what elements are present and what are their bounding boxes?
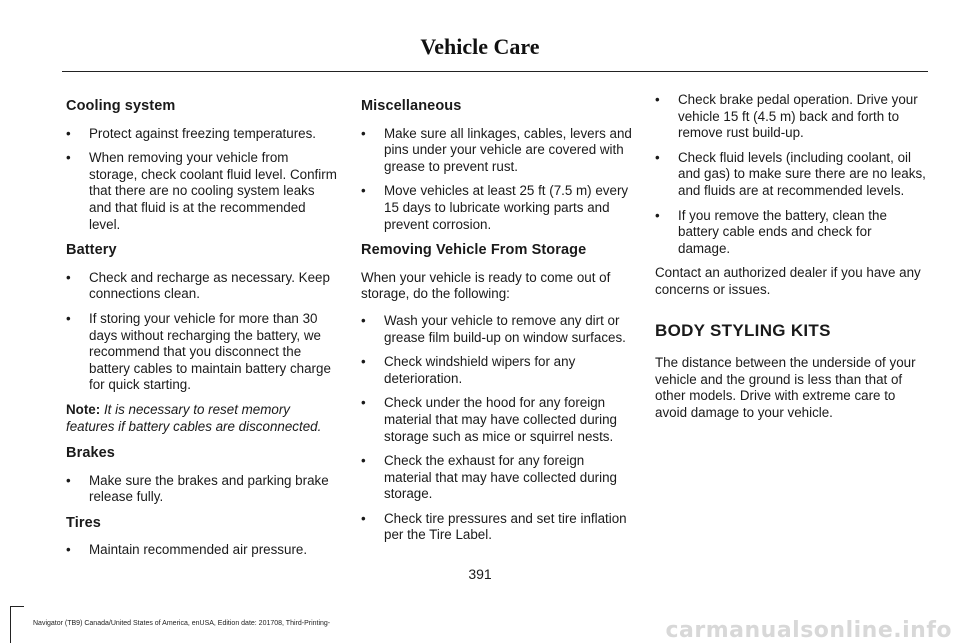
body-styling-kits-heading: BODY STYLING KITS xyxy=(655,320,831,340)
bullet-icon: • xyxy=(361,395,366,411)
list-item-text: Check tire pressures and set tire inflation per the Tire Label. xyxy=(384,510,627,543)
list-item xyxy=(66,150,338,233)
list-item-text: Check and recharge as necessary. Keep connections clean. xyxy=(89,269,330,302)
list-item xyxy=(361,126,633,176)
removing-storage-list xyxy=(361,313,633,544)
note-label: Note: xyxy=(66,401,101,417)
list-item-text: Check fluid levels (including coolant, oil and gas) to make sure there are no leaks, and fluids are at recommended levels. xyxy=(678,149,926,198)
list-item xyxy=(66,542,338,559)
list-item-text: When removing your vehicle from storage, check coolant fluid level. Confirm that there are no cooling system leaks and that fluid is at the recommended level. xyxy=(89,150,337,232)
list-item xyxy=(66,126,338,143)
bullet-icon: • xyxy=(655,149,660,165)
bullet-icon: • xyxy=(655,207,660,223)
bullet-icon: • xyxy=(66,269,71,285)
list-item xyxy=(361,395,633,445)
list-item-text: Protect against freezing temperatures. xyxy=(89,125,317,141)
miscellaneous-list xyxy=(361,126,633,234)
list-item xyxy=(66,270,338,303)
cooling-system-heading: Cooling system xyxy=(66,98,176,114)
removing-storage-heading: Removing Vehicle From Storage xyxy=(361,242,587,259)
tires-heading: Tires xyxy=(66,514,101,531)
note-text: It is necessary to reset memory features if battery cables are disconnected. xyxy=(66,401,322,434)
bullet-icon: • xyxy=(655,92,660,107)
list-item-text: Check the exhaust for any foreign material that may have collected during storage. xyxy=(384,453,617,502)
list-item-text: If you remove the battery, clean the battery cable ends and check for damage. xyxy=(678,207,887,256)
list-item xyxy=(66,473,338,506)
list-item xyxy=(66,311,338,394)
list-item-text: Move vehicles at least 25 ft (7.5 m) every 15 days to lubricate working parts and prevent corrosion. xyxy=(384,183,629,232)
list-item xyxy=(361,354,633,387)
list-item-text: Check brake pedal operation. Drive your vehicle 15 ft (4.5 m) back and forth to remove rust build-up. xyxy=(678,92,918,141)
storage-checks-list xyxy=(655,92,927,257)
bullet-icon: • xyxy=(361,125,366,141)
list-item-text: Wash your vehicle to remove any dirt or grease film build-up on window surfaces. xyxy=(384,312,626,345)
list-item xyxy=(655,150,927,200)
list-item xyxy=(361,511,633,544)
list-item xyxy=(655,208,927,258)
list-item-text: If storing your vehicle for more than 30 days without recharging the battery, we recommend that you disconnect the battery cables to maintain battery charge for quick starting. xyxy=(89,310,331,393)
body-styling-kits-text: The distance between the underside of your vehicle and the ground is less than that of other models. Drive with extreme care to avoid damage to your vehicle. xyxy=(655,355,916,420)
brakes-heading: Brakes xyxy=(66,445,115,462)
bullet-icon: • xyxy=(361,354,366,370)
battery-heading: Battery xyxy=(66,242,117,259)
footer-edition-text: Navigator (TB9) Canada/United States of America, enUSA, Edition date: 201708, Third-Printing- xyxy=(33,620,331,627)
battery-note xyxy=(66,402,338,435)
column-right xyxy=(655,92,927,432)
list-item-text: Make sure all linkages, cables, levers and pins under your vehicle are covered with grease to prevent rust. xyxy=(384,125,632,174)
dealer-contact-text: Contact an authorized dealer if you have any concerns or issues. xyxy=(655,265,921,297)
miscellaneous-heading: Miscellaneous xyxy=(361,98,462,114)
bullet-icon: • xyxy=(66,125,71,141)
list-item xyxy=(361,453,633,503)
watermark-logo: carmanualsonline.info xyxy=(665,618,952,643)
list-item xyxy=(361,183,633,233)
tires-list xyxy=(66,542,338,559)
cooling-system-list xyxy=(66,126,338,234)
page-number: 391 xyxy=(468,566,492,582)
bullet-icon: • xyxy=(66,472,71,488)
battery-list xyxy=(66,270,338,394)
bullet-icon: • xyxy=(66,150,71,166)
crop-mark xyxy=(10,606,11,643)
header-divider xyxy=(62,71,928,72)
crop-mark xyxy=(10,606,24,607)
bullet-icon: • xyxy=(66,542,71,558)
column-left xyxy=(66,92,338,567)
bullet-icon: • xyxy=(361,312,366,328)
removing-storage-intro: When your vehicle is ready to come out of storage, do the following: xyxy=(361,269,611,302)
bullet-icon: • xyxy=(361,183,366,199)
column-middle xyxy=(361,92,633,552)
list-item-text: Check windshield wipers for any deterioration. xyxy=(384,354,576,386)
list-item-text: Maintain recommended air pressure. xyxy=(89,542,308,558)
list-item xyxy=(361,313,633,346)
list-item xyxy=(655,92,927,142)
page-title: Vehicle Care xyxy=(420,34,540,59)
bullet-icon: • xyxy=(361,453,366,469)
brakes-list xyxy=(66,473,338,506)
bullet-icon: • xyxy=(66,310,71,326)
bullet-icon: • xyxy=(361,510,366,526)
list-item-text: Check under the hood for any foreign material that may have collected during storage such as mice or squirrel nests. xyxy=(384,395,617,444)
list-item-text: Make sure the brakes and parking brake release fully. xyxy=(89,472,329,505)
